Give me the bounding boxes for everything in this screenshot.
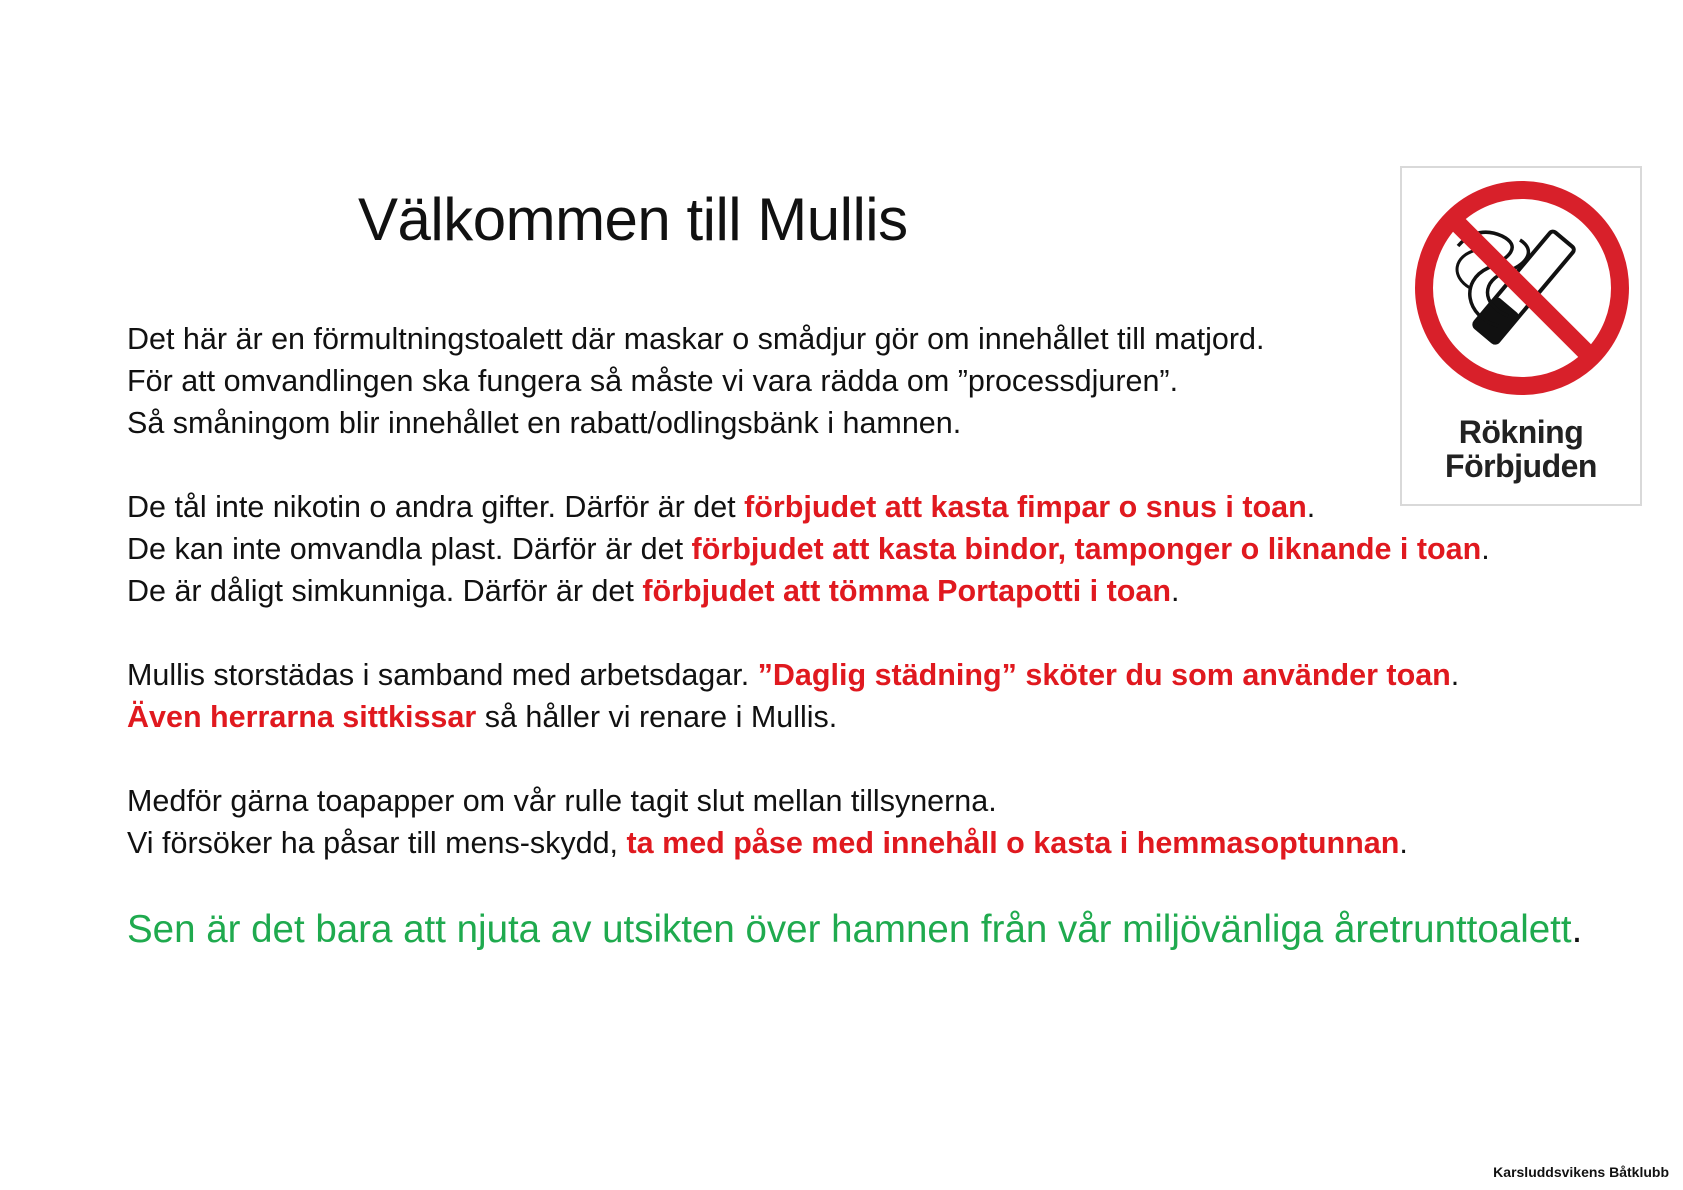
intro-line: För att omvandlingen ska fungera så måste vi vara rädda om ”processdjuren”. xyxy=(127,364,1179,398)
rule-line: De tål inte nikotin o andra gifter. Därför är det förbjudet att kasta fimpar o snus i toan. xyxy=(127,490,1316,524)
supplies-line: Medför gärna toapapper om vår rulle tagit slut mellan tillsynerna. xyxy=(127,784,997,818)
instruction-text: ta med påse med innehåll o kasta i hemmasoptunnan xyxy=(626,826,1400,860)
rule-line: De är dåligt simkunniga. Därför är det förbjudet att tömma Portapotti i toan. xyxy=(127,574,1180,608)
instruction-text: Även herrarna sittkissar xyxy=(127,700,477,734)
cleaning-line: Även herrarna sittkissar så håller vi renare i Mullis. xyxy=(127,700,838,734)
supplies-line: Vi försöker ha påsar till mens-skydd, ta med påse med innehåll o kasta i hemmasoptunnan. xyxy=(127,826,1408,860)
prohibition-text: förbjudet att kasta bindor, tamponger o liknande i toan xyxy=(691,532,1482,566)
cleaning-line: Mullis storstädas i samband med arbetsdagar. ”Daglig städning” sköter du som använder toan. xyxy=(127,658,1460,692)
intro-line: Det här är en förmultningstoalett där maskar o smådjur gör om innehållet till matjord. xyxy=(127,322,1265,356)
prohibition-text: förbjudet att tömma Portapotti i toan xyxy=(642,574,1171,608)
sign-label: Rökning Förbjuden xyxy=(1445,414,1597,484)
rule-line: De kan inte omvandla plast. Därför är det förbjudet att kasta bindor, tamponger o liknande i toan. xyxy=(127,532,1490,566)
prohibition-text: förbjudet att kasta fimpar o snus i toan xyxy=(744,490,1307,524)
no-smoking-icon xyxy=(1410,176,1634,400)
closing-message: Sen är det bara att njuta av utsikten över hamnen från vår miljövänliga åretrunttoalett. xyxy=(127,908,1583,951)
instruction-text: ”Daglig städning” sköter du som använder toan xyxy=(757,658,1451,692)
notice-body xyxy=(127,318,1490,864)
intro-line: Så småningom blir innehållet en rabatt/odlingsbänk i hamnen. xyxy=(127,406,962,440)
page-title: Välkommen till Mullis xyxy=(358,186,908,253)
club-name: Karsluddsvikens Båtklubb xyxy=(1493,1164,1669,1180)
no-smoking-sign xyxy=(1400,166,1642,506)
